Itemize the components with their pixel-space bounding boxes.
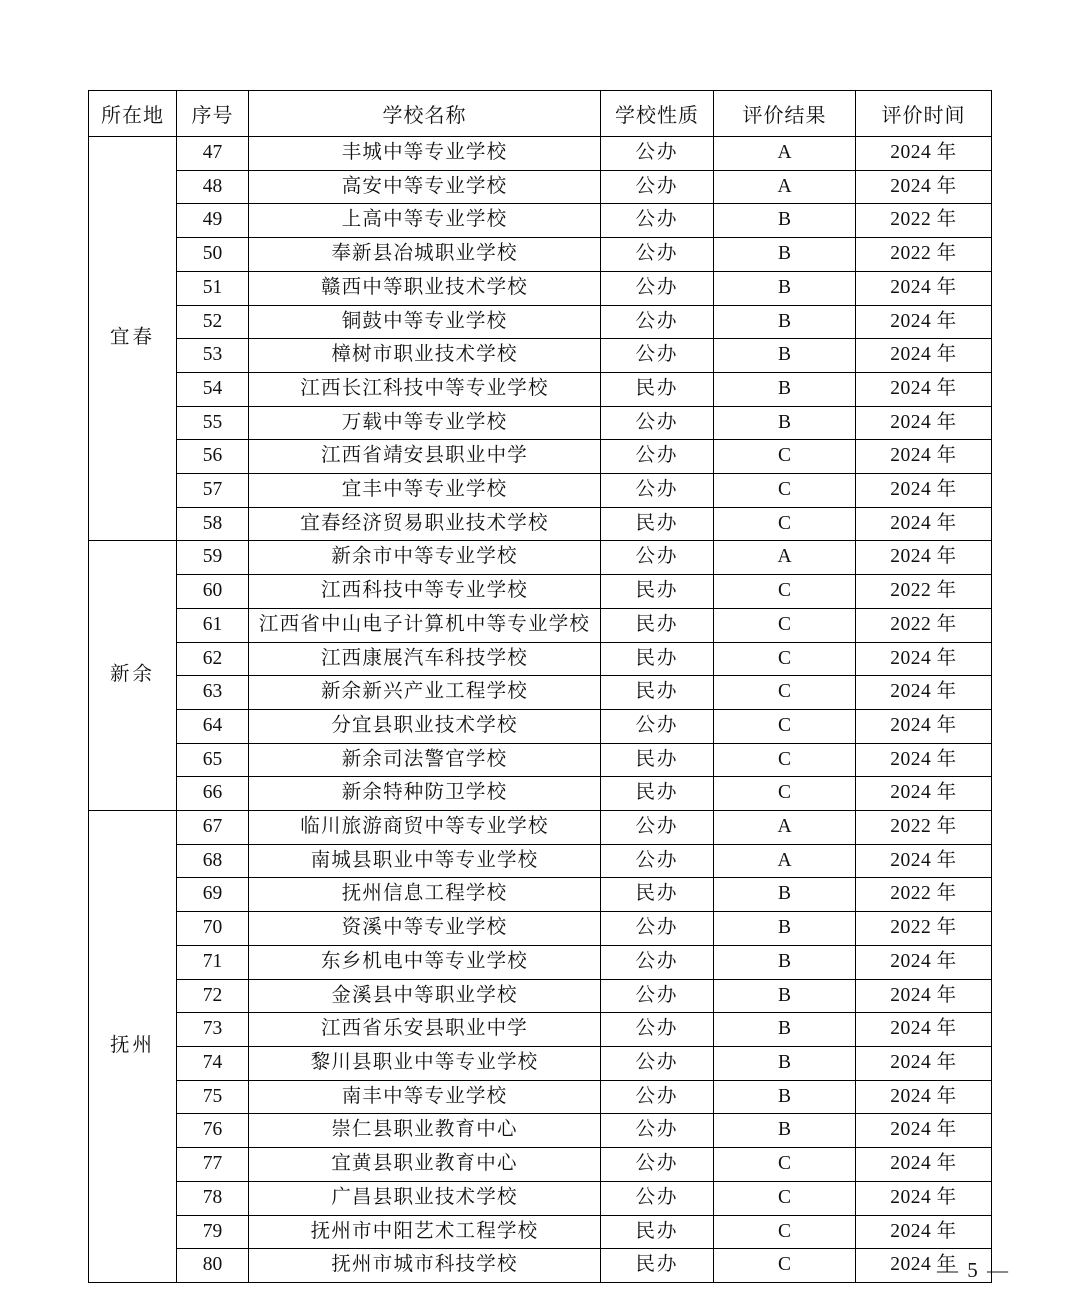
- school-nature-cell: 公办: [601, 170, 714, 204]
- school-nature-cell: 公办: [601, 979, 714, 1013]
- table-row: [89, 945, 992, 979]
- evaluation-time-cell: 2024 年: [856, 541, 992, 575]
- school-nature-cell: 公办: [601, 1046, 714, 1080]
- table-row: [89, 608, 992, 642]
- evaluation-time-cell: 2024 年: [856, 271, 992, 305]
- school-nature-cell: 民办: [601, 642, 714, 676]
- evaluation-result-cell: B: [714, 1046, 856, 1080]
- table-row: [89, 1181, 992, 1215]
- school-nature-cell: 公办: [601, 1013, 714, 1047]
- index-cell: 56: [177, 440, 249, 474]
- index-cell: 78: [177, 1181, 249, 1215]
- evaluation-result-cell: B: [714, 979, 856, 1013]
- table-row: [89, 339, 992, 373]
- school-nature-cell: 公办: [601, 339, 714, 373]
- evaluation-time-cell: 2022 年: [856, 204, 992, 238]
- school-name-cell: 新余司法警官学校: [249, 743, 601, 777]
- school-name-cell: 临川旅游商贸中等专业学校: [249, 811, 601, 845]
- index-cell: 77: [177, 1148, 249, 1182]
- evaluation-time-cell: 2024 年: [856, 406, 992, 440]
- index-cell: 64: [177, 709, 249, 743]
- table-row: [89, 1080, 992, 1114]
- school-name-cell: 抚州市城市科技学校: [249, 1249, 601, 1283]
- index-cell: 65: [177, 743, 249, 777]
- evaluation-time-cell: 2024 年: [856, 945, 992, 979]
- table-row: [89, 406, 992, 440]
- table-row: [89, 811, 992, 845]
- school-name-cell: 丰城中等专业学校: [249, 137, 601, 171]
- school-name-cell: 高安中等专业学校: [249, 170, 601, 204]
- school-name-cell: 资溪中等专业学校: [249, 912, 601, 946]
- school-nature-cell: 民办: [601, 676, 714, 710]
- table-row: [89, 271, 992, 305]
- index-cell: 62: [177, 642, 249, 676]
- table-row: [89, 238, 992, 272]
- table-row: [89, 1215, 992, 1249]
- school-name-cell: 新余市中等专业学校: [249, 541, 601, 575]
- school-name-cell: 抚州市中阳艺术工程学校: [249, 1215, 601, 1249]
- index-cell: 68: [177, 844, 249, 878]
- school-nature-cell: 民办: [601, 608, 714, 642]
- school-nature-cell: 民办: [601, 743, 714, 777]
- index-cell: 50: [177, 238, 249, 272]
- school-nature-cell: 公办: [601, 305, 714, 339]
- index-cell: 51: [177, 271, 249, 305]
- school-nature-cell: 民办: [601, 878, 714, 912]
- table-row: [89, 474, 992, 508]
- evaluation-time-cell: 2024 年: [856, 777, 992, 811]
- evaluation-result-cell: B: [714, 878, 856, 912]
- table-row: [89, 1046, 992, 1080]
- evaluation-time-cell: 2024 年: [856, 676, 992, 710]
- school-nature-cell: 民办: [601, 507, 714, 541]
- school-nature-cell: 民办: [601, 575, 714, 609]
- evaluation-time-cell: 2024 年: [856, 1114, 992, 1148]
- evaluation-result-cell: C: [714, 1181, 856, 1215]
- table-row: [89, 777, 992, 811]
- evaluation-result-cell: B: [714, 204, 856, 238]
- school-name-cell: 万载中等专业学校: [249, 406, 601, 440]
- school-name-cell: 樟树市职业技术学校: [249, 339, 601, 373]
- evaluation-time-cell: 2024 年: [856, 170, 992, 204]
- school-nature-cell: 民办: [601, 372, 714, 406]
- evaluation-result-cell: B: [714, 912, 856, 946]
- school-name-cell: 宜春经济贸易职业技术学校: [249, 507, 601, 541]
- evaluation-result-cell: C: [714, 575, 856, 609]
- evaluation-result-cell: B: [714, 1080, 856, 1114]
- evaluation-result-cell: C: [714, 1249, 856, 1283]
- column-header-evaluation-time: 评价时间: [856, 91, 992, 137]
- table-row: [89, 170, 992, 204]
- evaluation-result-cell: B: [714, 305, 856, 339]
- index-cell: 52: [177, 305, 249, 339]
- table-row: [89, 541, 992, 575]
- school-name-cell: 南城县职业中等专业学校: [249, 844, 601, 878]
- index-cell: 76: [177, 1114, 249, 1148]
- school-nature-cell: 公办: [601, 137, 714, 171]
- table-row: [89, 372, 992, 406]
- table-body: [89, 137, 992, 1283]
- evaluation-time-cell: 2024 年: [856, 1249, 992, 1283]
- evaluation-result-cell: A: [714, 844, 856, 878]
- table-row: [89, 1114, 992, 1148]
- index-cell: 79: [177, 1215, 249, 1249]
- evaluation-result-cell: C: [714, 608, 856, 642]
- index-cell: 73: [177, 1013, 249, 1047]
- evaluation-time-cell: 2024 年: [856, 1148, 992, 1182]
- evaluation-result-cell: A: [714, 811, 856, 845]
- table-row: [89, 912, 992, 946]
- evaluation-time-cell: 2024 年: [856, 844, 992, 878]
- index-cell: 67: [177, 811, 249, 845]
- evaluation-time-cell: 2022 年: [856, 878, 992, 912]
- school-name-cell: 上高中等专业学校: [249, 204, 601, 238]
- evaluation-time-cell: 2024 年: [856, 507, 992, 541]
- table-row: [89, 507, 992, 541]
- evaluation-time-cell: 2024 年: [856, 137, 992, 171]
- evaluation-time-cell: 2022 年: [856, 608, 992, 642]
- table-row: [89, 440, 992, 474]
- school-nature-cell: 公办: [601, 945, 714, 979]
- table-header-row: [89, 91, 992, 137]
- school-name-cell: 江西省中山电子计算机中等专业学校: [249, 608, 601, 642]
- table-row: [89, 878, 992, 912]
- evaluation-time-cell: 2024 年: [856, 372, 992, 406]
- table-row: [89, 137, 992, 171]
- index-cell: 69: [177, 878, 249, 912]
- school-nature-cell: 民办: [601, 1215, 714, 1249]
- table-header: [89, 91, 992, 137]
- school-nature-cell: 公办: [601, 811, 714, 845]
- school-evaluation-table-container: [88, 90, 991, 1283]
- index-cell: 58: [177, 507, 249, 541]
- school-name-cell: 崇仁县职业教育中心: [249, 1114, 601, 1148]
- evaluation-time-cell: 2024 年: [856, 642, 992, 676]
- table-row: [89, 743, 992, 777]
- column-header-school-name: 学校名称: [249, 91, 601, 137]
- index-cell: 71: [177, 945, 249, 979]
- evaluation-result-cell: C: [714, 474, 856, 508]
- index-cell: 63: [177, 676, 249, 710]
- school-nature-cell: 公办: [601, 844, 714, 878]
- school-name-cell: 南丰中等专业学校: [249, 1080, 601, 1114]
- column-header-index: 序号: [177, 91, 249, 137]
- evaluation-time-cell: 2024 年: [856, 709, 992, 743]
- index-cell: 53: [177, 339, 249, 373]
- table-row: [89, 204, 992, 238]
- evaluation-time-cell: 2022 年: [856, 238, 992, 272]
- school-nature-cell: 民办: [601, 1249, 714, 1283]
- school-name-cell: 江西省靖安县职业中学: [249, 440, 601, 474]
- evaluation-result-cell: C: [714, 676, 856, 710]
- school-nature-cell: 公办: [601, 1148, 714, 1182]
- school-name-cell: 奉新县冶城职业学校: [249, 238, 601, 272]
- school-evaluation-table: [88, 90, 992, 1283]
- index-cell: 75: [177, 1080, 249, 1114]
- table-row: [89, 979, 992, 1013]
- table-row: [89, 844, 992, 878]
- evaluation-time-cell: 2024 年: [856, 743, 992, 777]
- evaluation-result-cell: B: [714, 406, 856, 440]
- index-cell: 74: [177, 1046, 249, 1080]
- evaluation-time-cell: 2024 年: [856, 305, 992, 339]
- evaluation-result-cell: C: [714, 507, 856, 541]
- school-name-cell: 黎川县职业中等专业学校: [249, 1046, 601, 1080]
- column-header-school-nature: 学校性质: [601, 91, 714, 137]
- school-name-cell: 江西康展汽车科技学校: [249, 642, 601, 676]
- school-nature-cell: 公办: [601, 238, 714, 272]
- table-row: [89, 1148, 992, 1182]
- school-nature-cell: 公办: [601, 1181, 714, 1215]
- school-nature-cell: 公办: [601, 912, 714, 946]
- school-name-cell: 江西省乐安县职业中学: [249, 1013, 601, 1047]
- evaluation-time-cell: 2024 年: [856, 1215, 992, 1249]
- index-cell: 61: [177, 608, 249, 642]
- school-nature-cell: 公办: [601, 709, 714, 743]
- index-cell: 59: [177, 541, 249, 575]
- school-name-cell: 江西长江科技中等专业学校: [249, 372, 601, 406]
- evaluation-result-cell: A: [714, 137, 856, 171]
- evaluation-time-cell: 2022 年: [856, 811, 992, 845]
- school-name-cell: 赣西中等职业技术学校: [249, 271, 601, 305]
- evaluation-result-cell: C: [714, 709, 856, 743]
- evaluation-time-cell: 2022 年: [856, 575, 992, 609]
- evaluation-result-cell: C: [714, 1215, 856, 1249]
- region-cell: 抚州: [89, 811, 177, 1283]
- evaluation-time-cell: 2024 年: [856, 440, 992, 474]
- index-cell: 49: [177, 204, 249, 238]
- evaluation-time-cell: 2024 年: [856, 339, 992, 373]
- region-cell: 新余: [89, 541, 177, 811]
- evaluation-result-cell: C: [714, 777, 856, 811]
- table-row: [89, 709, 992, 743]
- school-name-cell: 广昌县职业技术学校: [249, 1181, 601, 1215]
- page-number: — 5 —: [937, 1258, 1010, 1282]
- index-cell: 80: [177, 1249, 249, 1283]
- school-name-cell: 宜黄县职业教育中心: [249, 1148, 601, 1182]
- school-name-cell: 抚州信息工程学校: [249, 878, 601, 912]
- evaluation-time-cell: 2024 年: [856, 1181, 992, 1215]
- index-cell: 66: [177, 777, 249, 811]
- index-cell: 47: [177, 137, 249, 171]
- school-name-cell: 分宜县职业技术学校: [249, 709, 601, 743]
- index-cell: 54: [177, 372, 249, 406]
- school-nature-cell: 公办: [601, 406, 714, 440]
- school-name-cell: 江西科技中等专业学校: [249, 575, 601, 609]
- school-nature-cell: 公办: [601, 541, 714, 575]
- school-name-cell: 宜丰中等专业学校: [249, 474, 601, 508]
- school-nature-cell: 公办: [601, 1114, 714, 1148]
- evaluation-result-cell: A: [714, 541, 856, 575]
- evaluation-result-cell: B: [714, 238, 856, 272]
- school-nature-cell: 公办: [601, 271, 714, 305]
- evaluation-result-cell: B: [714, 372, 856, 406]
- evaluation-result-cell: B: [714, 271, 856, 305]
- evaluation-time-cell: 2024 年: [856, 1046, 992, 1080]
- school-name-cell: 新余特种防卫学校: [249, 777, 601, 811]
- evaluation-result-cell: B: [714, 339, 856, 373]
- school-nature-cell: 民办: [601, 777, 714, 811]
- table-row: [89, 642, 992, 676]
- index-cell: 60: [177, 575, 249, 609]
- column-header-evaluation-result: 评价结果: [714, 91, 856, 137]
- school-name-cell: 铜鼓中等专业学校: [249, 305, 601, 339]
- index-cell: 70: [177, 912, 249, 946]
- region-cell: 宜春: [89, 137, 177, 541]
- table-row: [89, 575, 992, 609]
- evaluation-time-cell: 2022 年: [856, 912, 992, 946]
- index-cell: 72: [177, 979, 249, 1013]
- evaluation-result-cell: C: [714, 440, 856, 474]
- evaluation-result-cell: B: [714, 1013, 856, 1047]
- table-row: [89, 1013, 992, 1047]
- evaluation-result-cell: B: [714, 1114, 856, 1148]
- evaluation-time-cell: 2024 年: [856, 1013, 992, 1047]
- index-cell: 48: [177, 170, 249, 204]
- table-row: [89, 676, 992, 710]
- school-nature-cell: 公办: [601, 1080, 714, 1114]
- school-name-cell: 东乡机电中等专业学校: [249, 945, 601, 979]
- evaluation-result-cell: C: [714, 642, 856, 676]
- column-header-region: 所在地: [89, 91, 177, 137]
- index-cell: 57: [177, 474, 249, 508]
- school-nature-cell: 公办: [601, 440, 714, 474]
- table-row: [89, 305, 992, 339]
- evaluation-time-cell: 2024 年: [856, 1080, 992, 1114]
- evaluation-time-cell: 2024 年: [856, 474, 992, 508]
- evaluation-result-cell: A: [714, 170, 856, 204]
- evaluation-result-cell: C: [714, 1148, 856, 1182]
- evaluation-time-cell: 2024 年: [856, 979, 992, 1013]
- index-cell: 55: [177, 406, 249, 440]
- school-name-cell: 新余新兴产业工程学校: [249, 676, 601, 710]
- school-name-cell: 金溪县中等职业学校: [249, 979, 601, 1013]
- school-nature-cell: 公办: [601, 204, 714, 238]
- school-nature-cell: 公办: [601, 474, 714, 508]
- evaluation-result-cell: C: [714, 743, 856, 777]
- evaluation-result-cell: B: [714, 945, 856, 979]
